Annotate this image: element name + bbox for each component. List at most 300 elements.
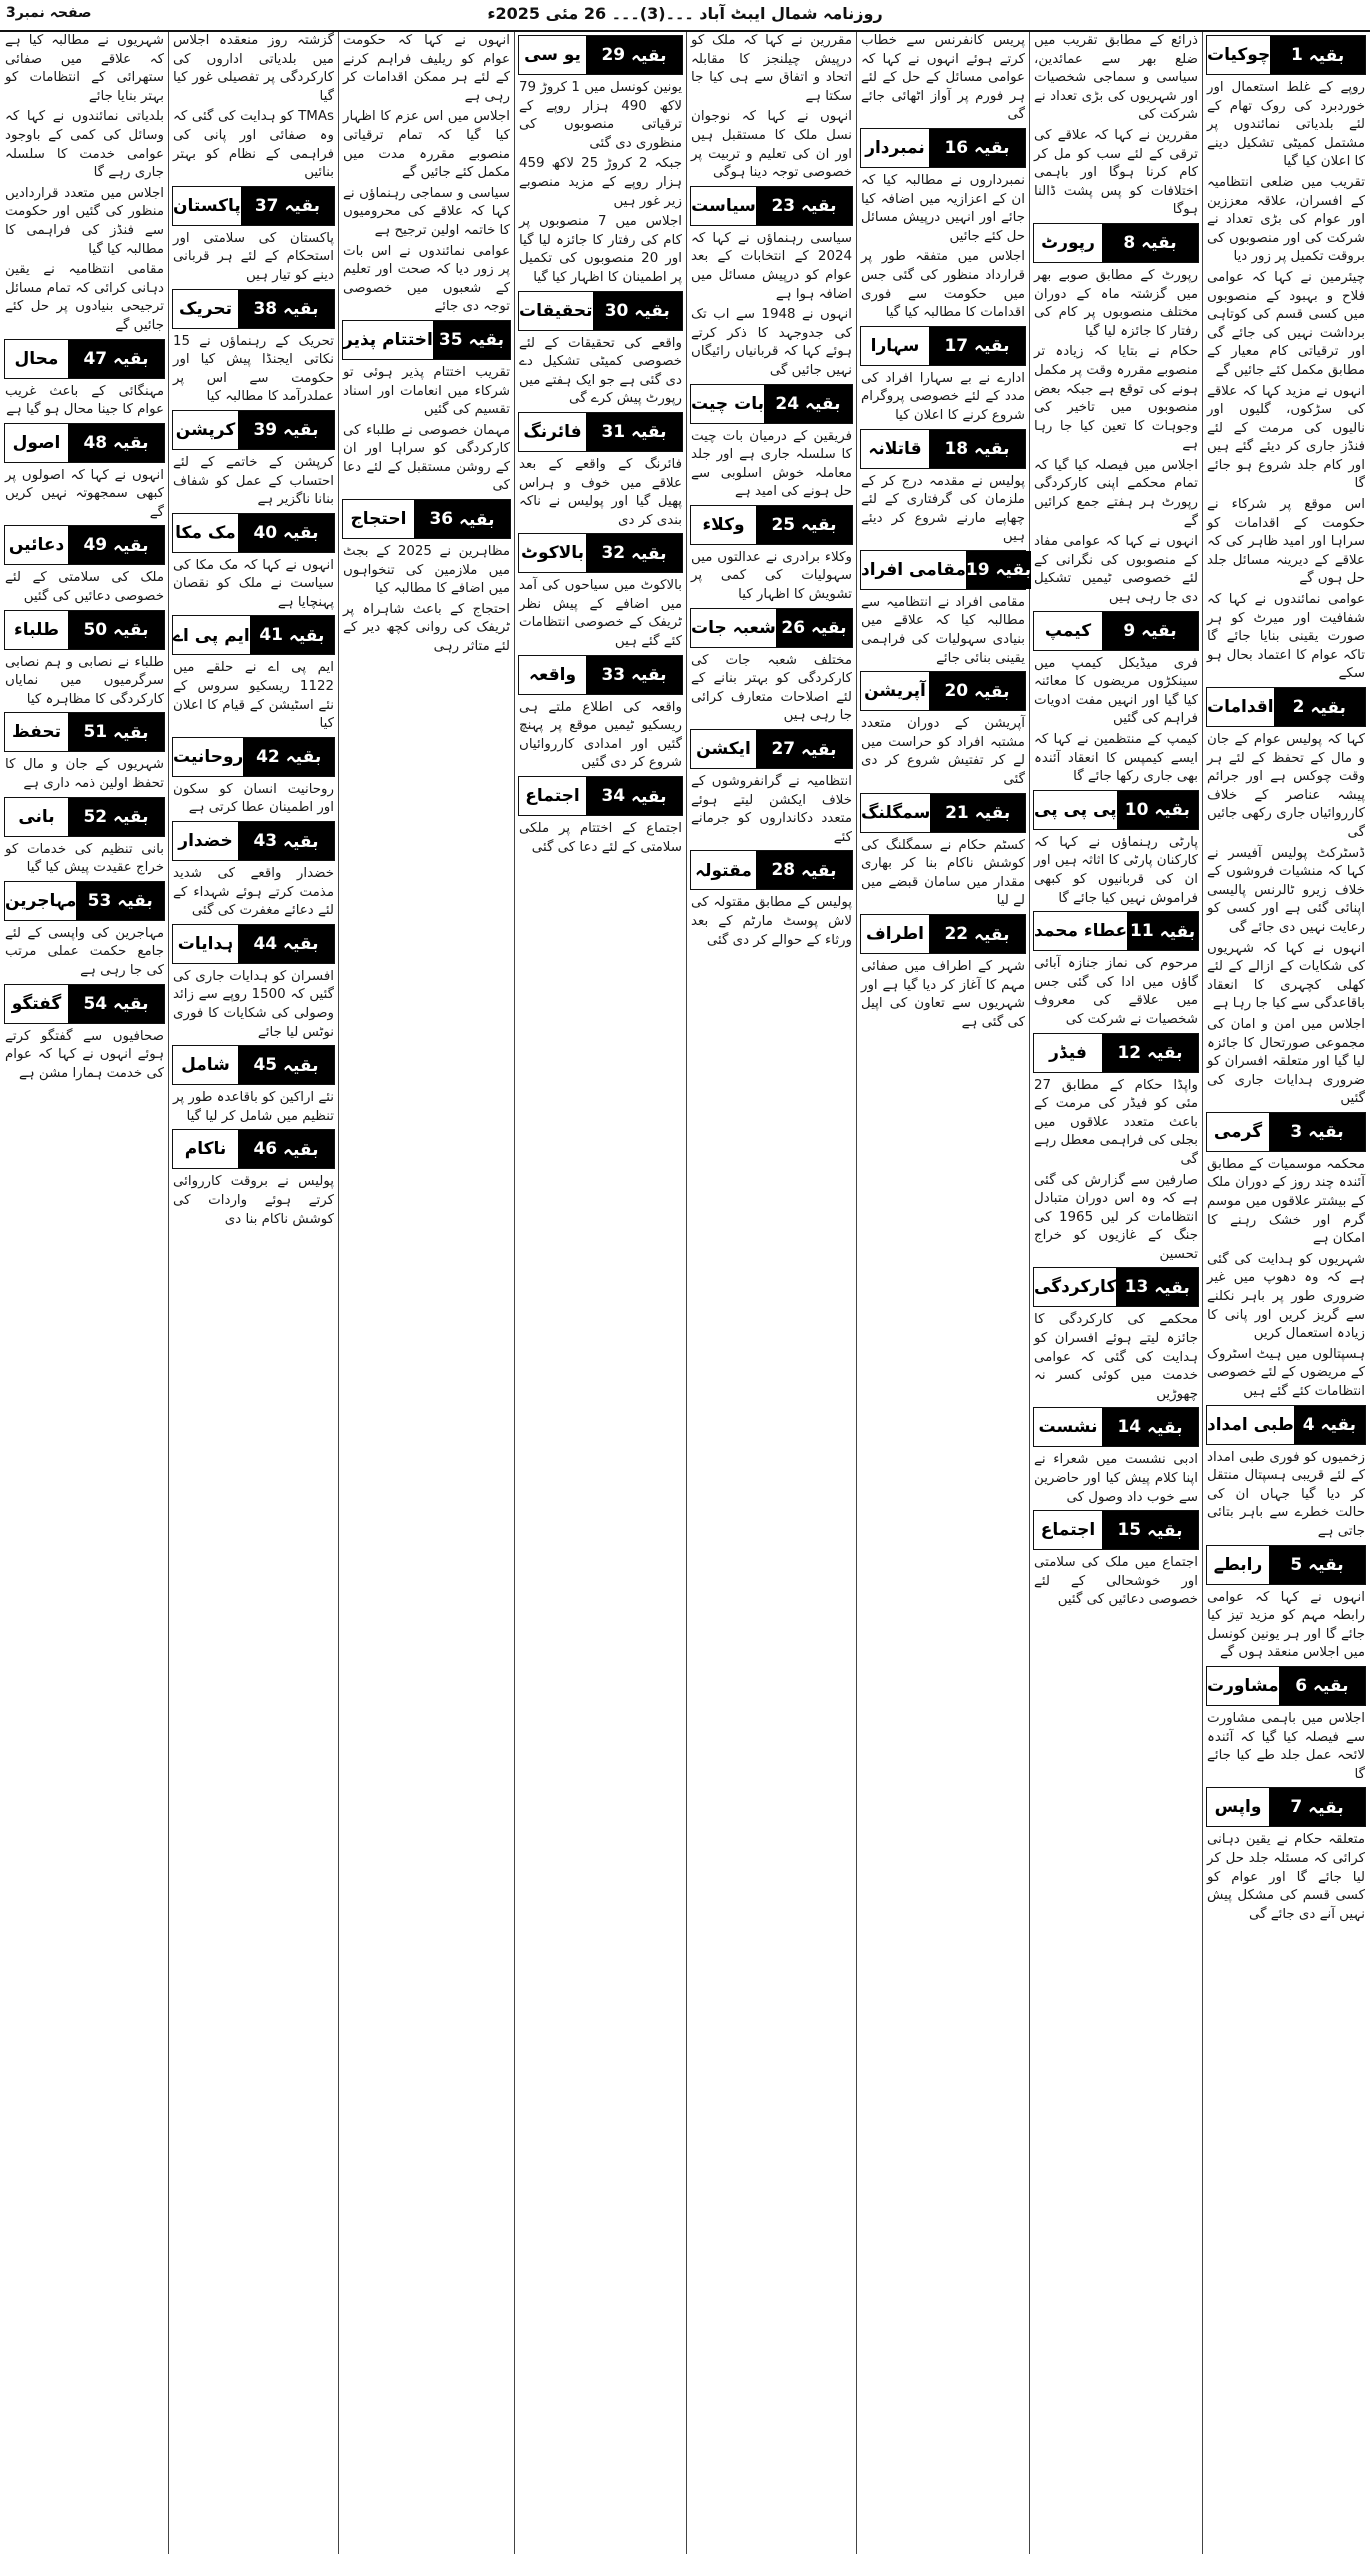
continuation-word: بقیہ [1141,621,1177,642]
continuation-word: بقیہ [801,196,837,217]
continuation-label [1102,224,1198,262]
article-paragraph: مہاجرین کی واپسی کے لئے جامع حکمت عملی مرتب کی جا رہی ہے [5,925,164,978]
continuation-number: 27 [771,739,796,760]
continuation-title: کارکردگی [1034,1268,1116,1306]
column-rule [168,32,169,2554]
continuation-number: 14 [1117,1417,1142,1438]
continuation-number: 45 [253,1055,278,1076]
article-paragraph: ادارے نے بے سہارا افراد کی مدد کے لئے خصوصی پروگرام شروع کرنے کا اعلان کیا [861,370,1025,423]
article-paragraph: اجلاس میں فیصلہ کیا گیا کہ تمام محکمے اپنی کارکردگی رپورٹ ہر ہفتے جمع کرائیں گے [1034,457,1198,529]
continuation-label [586,36,682,74]
continuation-label [966,551,1031,589]
continuation-word: بقیہ [113,722,149,743]
continuation-label [68,424,164,462]
continuation-word: بقیہ [1141,233,1177,254]
article-paragraph: بالاکوٹ میں سیاحوں کی آمد میں اضافے کے پیش نظر ٹریفک کے خصوصی انتظامات کئے گئے ہیں [519,578,682,650]
continuation-label [756,730,852,768]
continuation-word: بقیہ [1147,1417,1183,1438]
continuation-word: بقیہ [113,807,149,828]
article-paragraph: تقریب میں ضلعی انتظامیہ کے افسران، علاقہ معززین اور عوام کی بڑی تعداد نے شرکت کی اور منصوبوں کی بروقت تکمیل پر زور دیا [1207,174,1365,265]
continuation-label [414,500,510,538]
article-paragraph: سیاسی و سماجی رہنماؤں نے کہا کہ علاقے کی محرومیوں کا خاتمہ اولین ترجیح ہے [343,185,510,238]
article-paragraph: پولیس نے بروقت کارروائی کرتے ہوئے واردات کی کوشش ناکام بنا دی [173,1174,334,1227]
continuation-number: 54 [83,993,108,1014]
continuation-number: 11 [1130,921,1154,942]
continuation-word: بقیہ [805,394,841,414]
continuation-title: شعبہ جات [691,609,776,647]
article-paragraph: اجلاس میں امن و امان کی مجموعی صورتحال کا جائزہ لیا گیا اور متعلقہ افسران کو ضروری ہدایات جاری کی گئیں [1207,1016,1365,1107]
article-paragraph: بانی تنظیم کی خدمات کو خراج عقیدت پیش کیا گیا [5,841,164,876]
continuation-box [518,412,683,452]
article-paragraph: گزشتہ روز منعقدہ اجلاس میں بلدیاتی اداروں کی کارکردگی پر تفصیلی غور کیا گیا [173,33,334,104]
continuation-title: واقعہ [519,656,586,694]
article-paragraph: شہریوں کو ہدایت کی گئی ہے کہ وہ دھوپ میں غیر ضروری طور پر باہر نکلنے سے گریز کریں اور پانی کا زیادہ استعمال کریں [1207,1251,1365,1342]
continuation-box [4,712,165,752]
continuation-word: بقیہ [631,665,667,686]
continuation-number: 51 [83,722,108,743]
continuation-word: بقیہ [1154,800,1190,821]
article-paragraph: مہنگائی کے باعث غریب عوام کا جینا محال ہو گیا ہے [5,383,164,418]
column-rule [514,32,515,2554]
continuation-box [1033,1267,1199,1307]
column-rule [686,32,687,2554]
continuation-label [68,340,164,378]
continuation-title: مک مکا [173,514,238,552]
continuation-number: 17 [944,335,969,356]
continuation-number: 31 [601,421,626,442]
article-paragraph: شہر کے اطراف میں صفائی مہم کا آغاز کر دیا گیا ہے اور شہریوں سے تعاون کی اپیل کی گئی ہے [861,959,1025,1030]
continuation-number: 41 [259,625,283,646]
continuation-word: بقیہ [801,860,837,881]
continuation-label [238,290,334,328]
continuation-label [929,129,1025,167]
continuation-title: بالاکوٹ [519,534,586,572]
continuation-box [1206,1112,1366,1152]
continuation-box [1033,1510,1199,1550]
continuation-title: قاتلانہ [861,430,929,468]
continuation-box [1206,1405,1366,1445]
continuation-box [1033,1033,1199,1073]
article-paragraph: صارفین سے گزارش کی گئی ہے کہ وہ اس دوران متبادل انتظامات کر لیں 1965 کی جنگ کے غازیوں کو خراج تحسین [1034,1172,1198,1262]
article-paragraph: عوامی نمائندوں نے اس بات پر زور دیا کہ صحت اور تعلیم کے شعبوں میں خصوصی توجہ دی جائے [343,243,510,315]
masthead-line: روزنامہ شمال ایبٹ آباد ۔۔۔(3)۔۔۔ 26 مئی 2025ء [487,4,883,23]
continuation-word: بقیہ [1154,1277,1190,1298]
continuation-title: رپورٹ [1034,224,1102,262]
news-column-8 [2,32,167,2554]
article-paragraph: اجلاس میں 7 منصوبوں پر کام کی رفتار کا جائزہ لیا گیا اور 20 منصوبوں کی تکمیل پر اطمینان کا اظہار کیا گیا [519,214,682,285]
article-paragraph: مظاہرین نے 2025 کے بجٹ میں ملازمین کی تنخواہوں میں اضافے کا مطالبہ کیا [343,544,510,597]
news-column-5 [516,32,685,2554]
continuation-label [756,851,852,889]
continuation-label [776,609,852,647]
column-rule [338,32,339,2554]
article-paragraph: انہوں نے کہا کہ نوجوان نسل ملک کا مستقبل ہیں اور ان کی تعلیم و تربیت پر خصوصی توجہ دینا ہوگی [691,109,852,181]
article-paragraph: ایم پی اے نے حلقے میں 1122 ریسکیو سروس کے نئے اسٹیشن کے قیام کا اعلان کیا [173,660,334,732]
article-paragraph: ذرائع کے مطابق تقریب میں ضلع بھر سے عمائدین، سیاسی و سماجی شخصیات اور شہریوں کی بڑی تعداد نے شرکت کی [1034,33,1198,123]
continuation-label [1102,1034,1198,1072]
article-paragraph: انتظامیہ نے گرانفروشوں کے خلاف ایکشن لیتے ہوئے متعدد دکانداروں کو جرمانے کئے [691,774,852,845]
continuation-label [929,672,1025,710]
article-paragraph: انہوں نے 1948 سے اب تک کی جدوجہد کا ذکر کرتے ہوئے کہا کہ قربانیاں رائیگاں نہیں جائیں گی [691,307,852,378]
continuation-title: محال [5,340,68,378]
continuation-word: بقیہ [283,1139,319,1160]
article-paragraph: مقامی افراد نے انتظامیہ سے مطالبہ کیا کہ علاقے میں بنیادی سہولیات کی فراہمی یقینی بنائی جائے [861,594,1025,666]
continuation-title: ہدایات [173,925,238,963]
continuation-number: 48 [83,432,108,453]
continuation-label [756,187,852,225]
continuation-box [1033,911,1199,951]
continuation-number: 36 [429,509,454,530]
continuation-title: نشست [1034,1408,1102,1446]
article-paragraph: اجتماع میں ملک کی سلامتی اور خوشحالی کے لئے خصوصی دعائیں کی گئیں [1034,1555,1198,1608]
continuation-label [68,611,164,649]
continuation-word: بقیہ [113,433,149,454]
continuation-box [1206,1666,1366,1706]
continuation-box [860,793,1026,833]
continuation-label [238,822,334,860]
continuation-box [690,850,853,890]
continuation-label [68,526,164,564]
article-paragraph: انہوں نے کہا کہ مک مکا کی سیاست نے ملک کو نقصان پہنچایا ہے [173,557,334,610]
article-paragraph: ڈسٹرکٹ پولیس آفیسر نے کہا کہ منشیات فروشوں کے خلاف زیرو ٹالرنس پالیسی اپنائی گئی ہے اور کسی کو رعایت نہیں دی جائے گی [1207,845,1365,935]
article-paragraph: محکمے کی کارکردگی کا جائزہ لیتے ہوئے افسران کو ہدایت کی گئی کہ عوامی خدمت میں کوئی کسر نہ چھوڑیں [1034,1312,1198,1402]
article-paragraph: چیئرمین نے کہا کہ عوامی فلاح و بہبود کے منصوبوں میں کسی قسم کی کوتاہی برداشت نہیں کی جائے گی اور ترقیاتی کام معیار کے مطابق مکمل کئے جائیں گے [1207,269,1365,378]
continuation-word: بقیہ [117,891,153,912]
article-paragraph: انہوں نے کہا کہ عوامی رابطہ مہم کو مزید تیز کیا جائے گا اور ہر یونین کونسل میں اجلاس منعقد ہوں گے [1207,1589,1365,1661]
article-paragraph: تقریب اختتام پذیر ہوئی تو شرکاء میں انعامات اور اسناد تقسیم کی گئیں [343,364,510,418]
continuation-number: 8 [1123,232,1136,253]
article-paragraph: شہریوں نے مطالبہ کیا ہے کہ علاقے میں صفائی ستھرائی کے انتظامات کو بہتر بنایا جائے [5,33,164,104]
article-paragraph: فری میڈیکل کیمپ میں سینکڑوں مریضوں کا معائنہ کیا گیا اور انہیں مفت ادویات فراہم کی گئیں [1034,655,1198,727]
continuation-number: 18 [944,438,969,459]
continuation-number: 29 [601,45,626,65]
continuation-number: 49 [83,535,108,556]
article-paragraph: وکلاء برادری نے عدالتوں میں سہولیات کی کمی پر تشویش کا اظہار کیا [691,549,852,603]
continuation-box [518,35,683,75]
continuation-box [690,729,853,769]
continuation-word: بقیہ [283,1055,319,1076]
continuation-title: اطراف [861,915,929,953]
continuation-title: یو سی [519,36,586,74]
continuation-number: 23 [771,195,796,216]
continuation-word: بقیہ [634,301,670,322]
continuation-label [586,777,682,815]
continuation-number: 50 [83,619,108,640]
article-paragraph: خضدار واقعے کی شدید مذمت کرتے ہوئے شہداء کے لئے دعائے مغفرت کی گئی [173,866,334,919]
continuation-word: بقیہ [113,535,149,556]
article-paragraph: ادبی نشست میں شعراء نے اپنا کلام پیش کیا اور حاضرین سے خوب داد وصول کی [1034,1452,1198,1505]
continuation-title: ایکشن [691,730,756,768]
continuation-number: 52 [83,806,108,827]
continuation-box [4,797,165,837]
article-paragraph: محکمہ موسمیات کے مطابق آئندہ چند روز کے دوران ملک کے بیشتر علاقوں میں موسم گرم اور خشک رہنے کا امکان ہے [1207,1156,1365,1247]
continuation-word: بقیہ [631,422,667,443]
article-paragraph: تحریک کے رہنماؤں نے 15 نکاتی ایجنڈا پیش کیا اور حکومت سے اس پر عملدرآمد کا مطالبہ کیا [173,333,334,405]
article-paragraph: یونین کونسل میں 1 کروڑ 79 لاکھ 490 ہزار روپے کے ترقیاتی منصوبوں کی منظوری دی گئی [519,80,683,151]
continuation-box [172,289,335,329]
news-column-7 [170,32,337,2554]
continuation-box [860,429,1026,469]
continuation-title: پاکستان [173,187,241,225]
continuation-word: بقیہ [113,620,149,641]
continuation-box [1033,790,1199,830]
continuation-label [586,413,682,451]
article-paragraph: روپے کے غلط استعمال اور خوردبرد کی روک تھام کے لئے بلدیاتی نمائندوں پر مشتمل کمیٹی تشکیل دینے کا اعلان کیا گیا [1207,80,1365,170]
article-paragraph: جبکہ 2 کروڑ 25 لاکھ 459 ہزار روپے کے مزید منصوبے زیر غور ہیں [519,156,682,209]
continuation-box [172,737,335,777]
continuation-number: 24 [775,393,800,414]
continuation-title: نمبردار [861,129,929,167]
continuation-word: بقیہ [1308,1122,1344,1143]
continuation-box [4,525,165,565]
continuation-box [860,671,1026,711]
continuation-word: بقیہ [631,786,667,807]
news-column-4 [688,32,855,2554]
continuation-box [172,924,335,964]
continuation-number: 1 [1290,45,1303,65]
article-paragraph: انہوں نے کہا کہ عوامی مفاد کے منصوبوں کی نگرانی کے لئے خصوصی ٹیمیں تشکیل دی جا رہی ہیں [1034,534,1198,606]
continuation-title: عطاء محمد [1034,912,1127,950]
continuation-title: کیمپ [1034,612,1102,650]
article-paragraph: واقعہ کی اطلاع ملتے ہی ریسکیو ٹیمیں موقع پر پہنچ گئیں اور امدادی کارروائیاں شروع کر دی گئیں [519,699,682,771]
article-paragraph: واقعے کی تحقیقات کے لئے خصوصی کمیٹی تشکیل دے دی گئی ہے جو ایک ہفتے میں رپورٹ پیش کرے گی [519,335,682,407]
article-paragraph: مختلف شعبہ جات کی کارکردگی کو بہتر بنانے کے لئے اصلاحات متعارف کرائی جا رہی ہیں [691,652,852,724]
continuation-number: 13 [1124,1277,1149,1298]
continuation-box [860,550,1031,590]
continuation-title: دعائیں [5,526,68,564]
article-paragraph: پارٹی رہنماؤں نے کہا کہ کارکنان پارٹی کا اثاثہ ہیں اور ان کی قربانیوں کو کبھی فراموش نہیں کیا جائے گا [1034,834,1198,906]
article-paragraph: کرپشن کے خاتمے کے لئے احتساب کے عمل کو شفاف بنانا ناگزیر ہے [173,454,334,508]
continuation-title: خضدار [173,822,238,860]
article-paragraph: اس موقع پر شرکاء نے حکومت کے اقدامات کو سراہا اور امید ظاہر کی کہ علاقے کے دیرینہ مسائل جلد حل ہوں گے [1207,497,1365,587]
continuation-number: 33 [601,664,626,685]
article-paragraph: مرحوم کی نماز جنازہ آبائی گاؤں میں ادا کی گئی جس میں علاقے کی معروف شخصیات نے شرکت کی [1034,956,1198,1027]
continuation-number: 46 [253,1139,278,1160]
article-paragraph: کیمپ کے منتظمین نے کہا کہ ایسے کیمپس کا انعقاد آئندہ بھی جاری رکھا جائے گا [1034,732,1198,785]
continuation-number: 28 [771,860,796,881]
continuation-title: ایم پی اے [173,616,250,654]
continuation-title: سیاست [691,187,756,225]
continuation-box [518,533,683,573]
continuation-box [1033,223,1199,263]
continuation-title: اجتماع [519,777,586,815]
column-rule [856,32,857,2554]
article-paragraph: اجلاس میں باہمی مشاورت سے فیصلہ کیا گیا کہ آئندہ لائحہ عمل جلد طے کیا جائے گا [1207,1710,1365,1782]
article-paragraph: افسران کو ہدایات جاری کی گئیں کہ 1500 روپے سے زائد وصولی کی شکایات کا فوری نوٹس لیا جائے [173,968,334,1040]
continuation-box [860,326,1026,366]
continuation-box [1206,1545,1366,1585]
continuation-word: بقیہ [283,831,319,852]
continuation-title: فائرنگ [519,413,586,451]
continuation-box [518,776,683,816]
continuation-number: 12 [1117,1042,1142,1063]
continuation-word: بقیہ [468,330,505,351]
article-paragraph: رپورٹ کے مطابق صوبے بھر میں گزشتہ ماہ کے دوران مختلف منصوبوں پر کام کی رفتار کا جائزہ لیا گیا [1034,267,1198,339]
article-paragraph: کہا کہ پولیس عوام کے جان و مال کے تحفظ کے لئے ہر وقت چوکس ہے اور جرائم پیشہ عناصر کے خلاف کارروائیاں جاری رکھی جائیں گی [1207,732,1365,840]
continuation-box [4,339,165,379]
continuation-label [1116,1268,1198,1306]
news-column-2 [1031,32,1201,2554]
continuation-box [342,320,511,360]
continuation-label [586,534,682,572]
continuation-box [172,821,335,861]
continuation-number: 37 [254,195,279,216]
continuation-title: اجتماع [1034,1511,1102,1549]
continuation-box [518,655,683,695]
continuation-title: اصول [5,424,68,462]
continuation-label [433,321,510,359]
continuation-box [172,410,335,450]
continuation-number: 44 [253,933,278,954]
continuation-title: اقدامات [1207,688,1274,726]
continuation-label [1269,1113,1365,1151]
continuation-word: بقیہ [974,439,1010,459]
continuation-word: بقیہ [1320,1415,1357,1436]
article-paragraph: سیاسی رہنماؤں نے کہا کہ 2024 کے انتخابات کے بعد عوام کو درپیش مسائل میں اضافہ ہوا ہے [691,230,852,302]
continuation-word: بقیہ [1147,1520,1183,1541]
continuation-word: بقیہ [284,196,320,217]
continuation-title: رابطے [1207,1546,1269,1584]
article-paragraph: واپڈا حکام کے مطابق 27 مئی کو فیڈر کی مرمت کے باعث متعدد علاقوں میں بجلی کی فراہمی معطل رہے گی [1034,1077,1198,1167]
continuation-title: اختتام پذیر [343,321,433,359]
continuation-label [1269,1546,1365,1584]
continuation-word: بقیہ [801,515,837,536]
continuation-number: 34 [601,786,626,807]
continuation-word: بقیہ [974,681,1010,702]
continuation-number: 10 [1124,799,1149,820]
article-paragraph: انہوں نے کہا کہ شہریوں کی شکایات کے ازالے کے لئے کھلی کچہری کا انعقاد باقاعدگی سے کیا جا رہا ہے [1207,940,1365,1012]
continuation-title: سہارا [861,327,929,365]
continuation-word: بقیہ [113,349,149,369]
article-paragraph: ملک کی سلامتی کے لئے خصوصی دعائیں کی گئیں [5,570,164,605]
continuation-title: روحانیت [173,738,243,776]
continuation-number: 30 [604,300,629,321]
continuation-number: 25 [771,514,796,535]
continuation-box [4,610,165,650]
continuation-box [690,384,853,424]
continuation-word: بقیہ [801,739,837,760]
continuation-word: بقیہ [1310,697,1346,718]
continuation-number: 19 [965,559,990,580]
continuation-label [1102,1511,1198,1549]
continuation-box [690,608,853,648]
continuation-word: بقیہ [459,509,495,530]
continuation-label [764,385,852,423]
continuation-number: 32 [601,543,626,564]
continuation-number: 4 [1302,1414,1315,1435]
continuation-label [238,1130,334,1168]
continuation-number: 38 [253,298,278,319]
continuation-word: بقیہ [974,924,1010,945]
continuation-title: ناکام [173,1130,238,1168]
continuation-label [238,1046,334,1084]
continuation-box [342,499,511,539]
continuation-title: مہاجرین [5,882,76,920]
page-number: صفحہ نمبر3 [6,5,92,21]
continuation-number: 2 [1292,697,1305,717]
continuation-label [1102,612,1198,650]
continuation-title: واپس [1207,1788,1269,1826]
continuation-box [690,505,853,545]
continuation-word: بقیہ [995,560,1031,581]
article-paragraph: فائرنگ کے واقعے کے بعد علاقے میں خوف و ہراس پھیل گیا اور پولیس نے ناکہ بندی کر دی [519,456,682,528]
continuation-label [929,915,1025,953]
continuation-word: بقیہ [1308,45,1345,66]
continuation-word: بقیہ [810,618,847,639]
continuation-box [4,881,165,921]
article-paragraph: صحافیوں سے گفتگو کرتے ہوئے انہوں نے کہا کہ عوام کی خدمت ہمارا مشن ہے [5,1028,164,1081]
article-paragraph: انہوں نے مزید کہا کہ علاقے کی سڑکوں، گلیوں اور نالیوں کی مرمت کے لئے فنڈز جاری کر دیئے گئے ہیں اور کام جلد شروع ہو جائے گا [1207,383,1365,492]
continuation-number: 7 [1290,1797,1303,1818]
continuation-number: 42 [256,746,280,767]
continuation-label [1279,1667,1365,1705]
continuation-label [1269,1788,1365,1826]
continuation-box [172,615,335,655]
continuation-title: سمگلنگ [861,794,930,832]
article-paragraph: احتجاج کے باعث شاہراہ پر ٹریفک کی روانی کچھ دیر کے لئے متاثر رہی [343,601,510,655]
news-column-3 [858,32,1031,2554]
continuation-box [1206,1787,1366,1827]
article-paragraph: شہریوں کے جان و مال کا تحفظ اولین ذمہ داری ہے [5,757,164,792]
article-paragraph: نئے اراکین کو باقاعدہ طور پر تنظیم میں شامل کر لیا گیا [172,1090,334,1124]
continuation-label [1102,1408,1198,1446]
continuation-title: طبی امداد [1207,1406,1294,1444]
continuation-box [690,186,853,226]
continuation-number: 26 [781,617,806,638]
continuation-label [241,187,334,225]
continuation-word: بقیہ [1312,1676,1349,1697]
article-paragraph: فریقین کے درمیان بات چیت کا سلسلہ جاری ہے اور جلد معاملہ خوش اسلوبی سے حل ہونے کی امید ہے [691,428,852,500]
continuation-word: بقیہ [285,747,322,768]
continuation-word: بقیہ [974,803,1011,824]
continuation-title: بانی [5,798,68,836]
continuation-number: 15 [1117,1520,1142,1541]
continuation-word: بقیہ [283,299,319,320]
continuation-number: 43 [253,831,278,852]
continuation-label [1274,688,1365,726]
continuation-number: 5 [1290,1554,1303,1575]
article-paragraph: اجلاس میں متفقہ طور پر قرارداد منظور کی گئی جس میں حکومت سے فوری اقدامات کا مطالبہ کیا گیا [861,249,1025,321]
continuation-number: 21 [945,802,969,823]
continuation-word: بقیہ [974,336,1010,357]
continuation-number: 3 [1290,1121,1303,1142]
continuation-word: بقیہ [1147,1043,1183,1064]
continuation-label [68,798,164,836]
article-paragraph: پاکستان کی سلامتی اور استحکام کے لئے ہر قربانی دینے کو تیار ہیں [173,230,334,283]
continuation-label [930,794,1025,832]
continuation-label [1294,1406,1365,1444]
continuation-word: بقیہ [1159,921,1196,942]
continuation-number: 20 [944,681,969,702]
continuation-label [250,616,334,654]
article-paragraph: مہمان خصوصی نے طلباء کی کارکردگی کو سراہا اور ان کے روشن مستقبل کے لئے دعا کی [343,422,510,494]
continuation-box [1206,687,1366,727]
news-column-1 [1204,32,1368,2554]
continuation-number: 39 [253,419,278,440]
continuation-label [238,411,334,449]
article-paragraph: کسٹم حکام نے سمگلنگ کی کوشش ناکام بنا کر بھاری مقدار میں سامان قبضے میں لے لیا [861,837,1025,909]
article-paragraph: اجلاس میں اس عزم کا اظہار کیا گیا کہ تمام ترقیاتی منصوبے مقررہ مدت میں مکمل کئے جائیں گے [343,109,510,181]
continuation-word: بقیہ [288,625,325,646]
continuation-box [1033,1407,1199,1447]
continuation-number: 40 [253,522,278,543]
page-header [0,0,1370,32]
continuation-title: احتجاج [343,500,414,538]
article-paragraph: مقررین نے کہا کہ علاقے کی ترقی کے لئے سب کو مل کر کام کرنا ہوگا اور باہمی اختلافات کو پس پشت ڈالنا ہوگا [1034,127,1198,218]
continuation-label [76,882,164,920]
continuation-label [1117,791,1198,829]
continuation-box [172,1045,335,1085]
